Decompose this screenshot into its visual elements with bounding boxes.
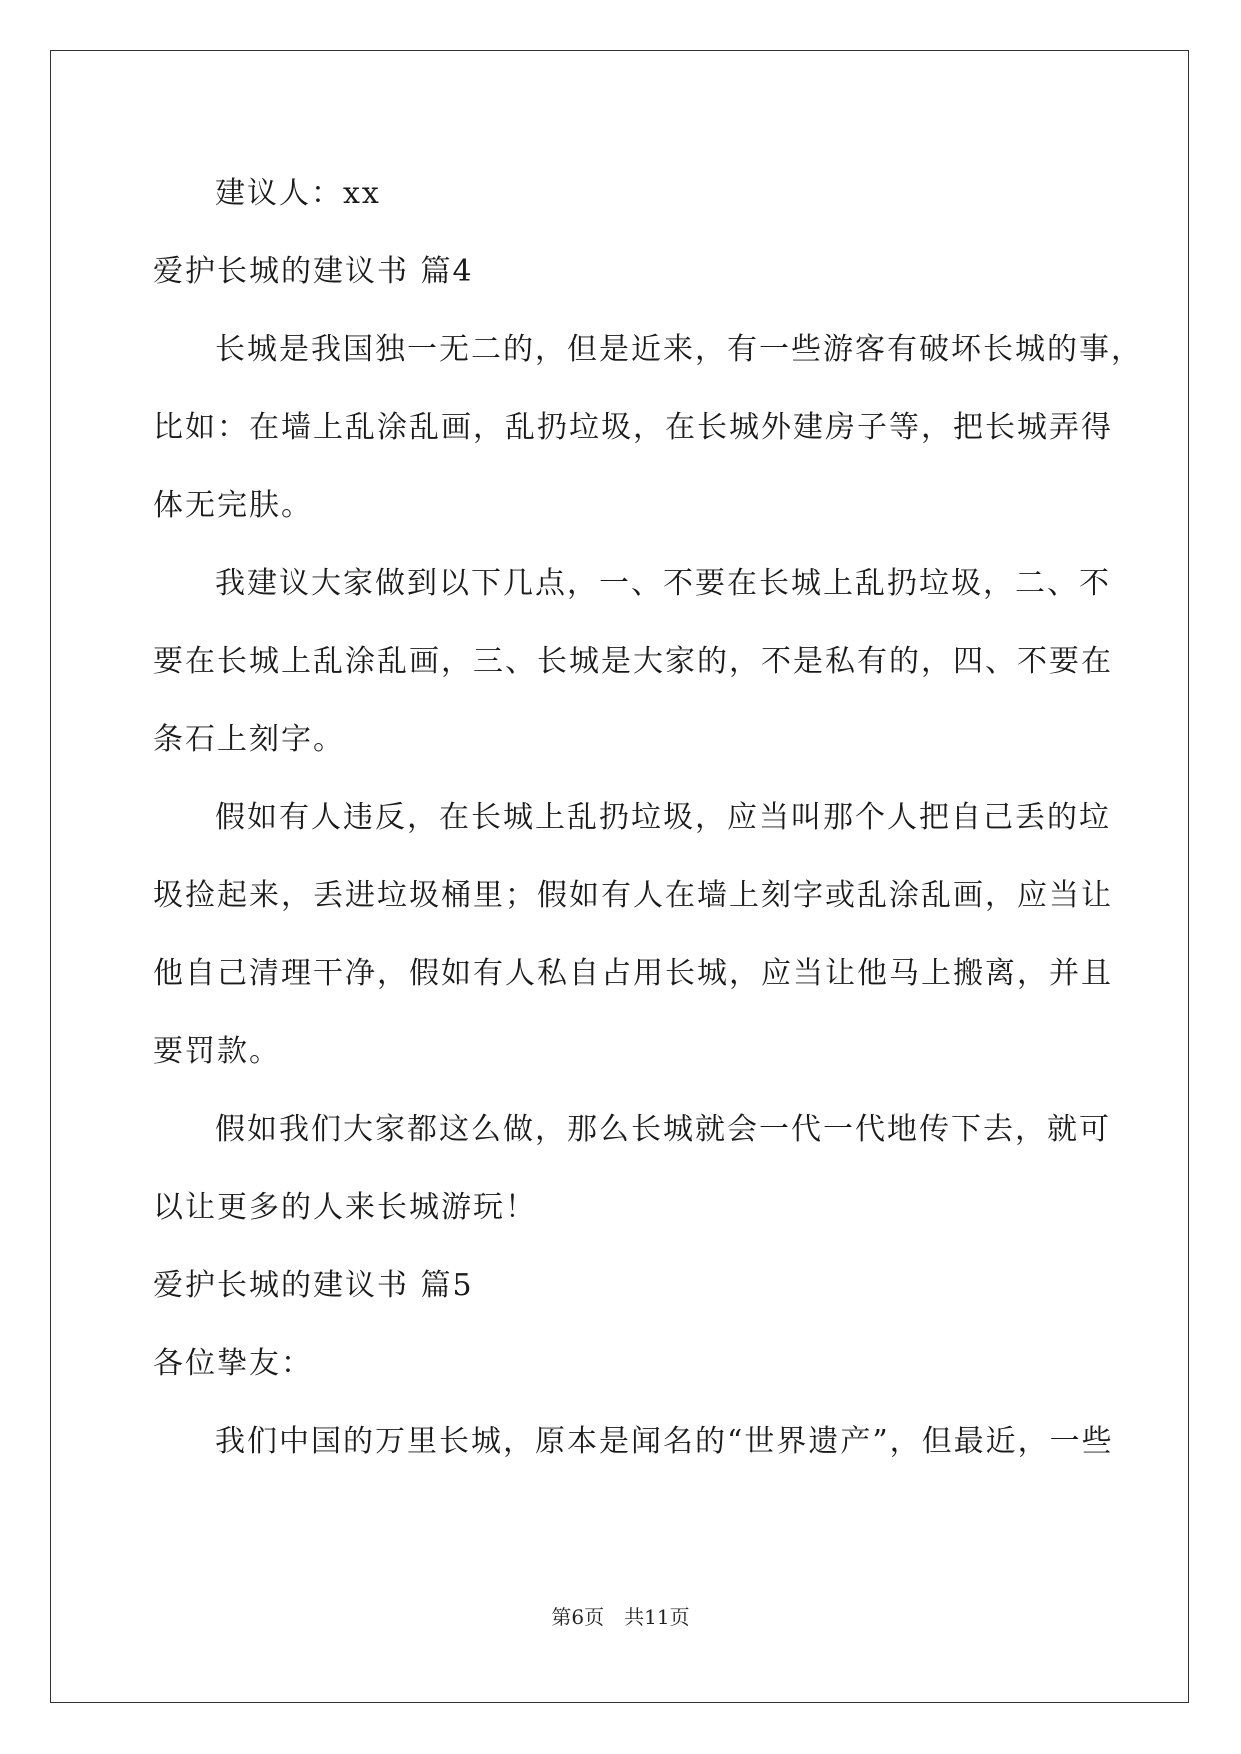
text-line: 条石上刻字。 [153, 722, 345, 757]
text-line: 长城是我国独一无二的，但是近来，有一些游客有破坏长城的事， [215, 332, 1143, 367]
text-line: 假如我们大家都这么做，那么长城就会一代一代地传下去，就可 [215, 1112, 1111, 1147]
text-line: 圾捡起来，丢进垃圾桶里；假如有人在墙上刻字或乱涂乱画，应当让 [153, 878, 1113, 913]
salutation: 各位挚友： [153, 1346, 313, 1381]
text-line: 要在长城上乱涂乱画，三、长城是大家的，不是私有的，四、不要在 [153, 644, 1113, 679]
text-line: 要罚款。 [153, 1034, 281, 1069]
text-line: 以让更多的人来长城游玩！ [153, 1190, 537, 1225]
text-line: 我建议大家做到以下几点，一、不要在长城上乱扔垃圾，二、不 [215, 566, 1111, 601]
text-line: 体无完肤。 [153, 488, 313, 523]
text-line: 假如有人违反，在长城上乱扔垃圾，应当叫那个人把自己丢的垃 [215, 800, 1111, 835]
page-number: 第6页 [551, 1605, 605, 1629]
page-total: 共11页 [624, 1605, 690, 1629]
text-line: 比如：在墙上乱涂乱画，乱扔垃圾，在长城外建房子等，把长城弄得 [153, 410, 1113, 445]
text-line: 我们中国的万里长城，原本是闻名的“世界遗产”，但最近，一些 [215, 1424, 1114, 1459]
document-body [153, 155, 1143, 1481]
text-line: 他自己清理干净，假如有人私自占用长城，应当让他马上搬离，并且 [153, 956, 1113, 991]
section-heading: 爱护长城的建议书 篇5 [153, 1268, 474, 1303]
text-line: 建议人：xx [215, 176, 381, 211]
section-heading: 爱护长城的建议书 篇4 [153, 254, 474, 289]
page-footer [0, 1601, 1241, 1630]
